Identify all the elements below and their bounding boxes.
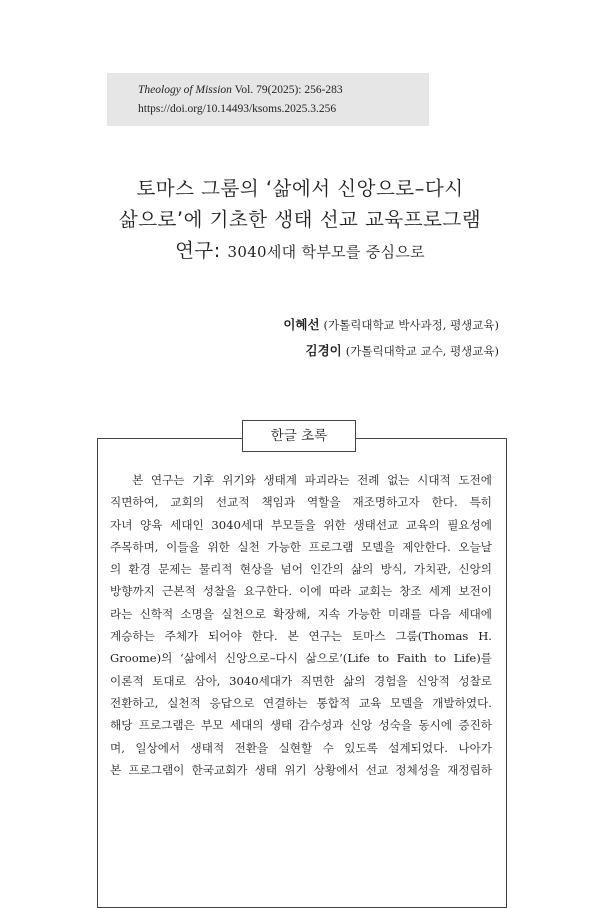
- abstract-line: 본 프로그램이 한국교회가 생태 위기 상황에서 선교 정체성을 재정립하: [110, 762, 492, 777]
- abstract-line: 자녀 양육 세대인 3040세대 부모들을 위한 생태선교 교육의 필요성에: [110, 517, 492, 532]
- abstract-line: Groome)의 ‘삶에서 신앙으로–다시 삶으로’(Life to Faith to Life)를: [110, 651, 492, 666]
- abstract-line: 해당 프로그램은 부모 세대의 생태 감수성과 신앙 성숙을 동시에 증진하: [110, 718, 492, 733]
- journal-volume-line: [138, 81, 429, 100]
- abstract-line: 이론적 토대로 삼아, 3040세대가 직면한 삶의 경험을 신앙적 성찰로: [110, 673, 492, 688]
- abstract-line: 라는 신학적 소명을 실천으로 확장해, 지속 가능한 미래를 다음 세대에: [110, 606, 492, 621]
- journal-citation-box: [107, 73, 429, 126]
- abstract-line: 방향까지 근본적 성찰을 요구한다. 이에 따라 교회는 창조 세계 보전이: [110, 584, 492, 599]
- title-line-3: [90, 235, 510, 268]
- journal-name: Theology of Mission: [138, 84, 232, 96]
- abstract-line: 계승하는 주체가 되어야 한다. 본 연구는 토마스 그룸(Thomas H.: [110, 629, 492, 644]
- abstract-line: 며, 일상에서 생태적 전환을 실현할 수 있도록 설계되었다. 나아가: [110, 740, 492, 755]
- abstract-label: 한글 초록: [242, 420, 356, 452]
- abstract-body: [110, 469, 492, 781]
- paper-title: [90, 173, 510, 268]
- author-affiliation: (가톨릭대학교 교수, 평생교육): [345, 344, 499, 358]
- abstract-line: 주목하며, 이들을 위한 실천 가능한 프로그램 모델을 제안한다. 오늘날: [110, 539, 492, 554]
- abstract-line: 의 환경 문제는 물리적 현상을 넘어 인간의 삶의 방식, 가치관, 신앙의: [110, 562, 492, 577]
- abstract-line: 전환하고, 실천적 응답으로 연결하는 통합적 교육 모델을 개발하였다.: [110, 695, 492, 710]
- author-name: 이혜선: [283, 317, 320, 332]
- title-line-3-main: 연구:: [175, 239, 221, 262]
- abstract-line: 본 연구는 기후 위기와 생태계 파괴라는 전례 없는 시대적 도전에: [132, 473, 492, 487]
- author-name: 김경이: [305, 343, 342, 358]
- journal-volume: Vol. 79(2025): 256-283: [234, 84, 343, 96]
- abstract-line: 직면하여, 교회의 선교적 책임과 역할을 재조명하고자 한다. 특히: [110, 495, 492, 510]
- author-affiliation: (가톨릭대학교 박사과정, 평생교육): [323, 318, 499, 332]
- title-line-2: 삶으로’에 기초한 생태 선교 교육프로그램: [118, 208, 482, 231]
- author-2: [306, 342, 499, 360]
- subtitle: 3040세대 학부모를 중심으로: [227, 243, 425, 261]
- title-line-1: 토마스 그룸의 ‘삶에서 신앙으로–다시: [136, 177, 464, 200]
- journal-doi[interactable]: https://doi.org/10.14493/ksoms.2025.3.256: [138, 103, 337, 115]
- author-1: [283, 316, 499, 334]
